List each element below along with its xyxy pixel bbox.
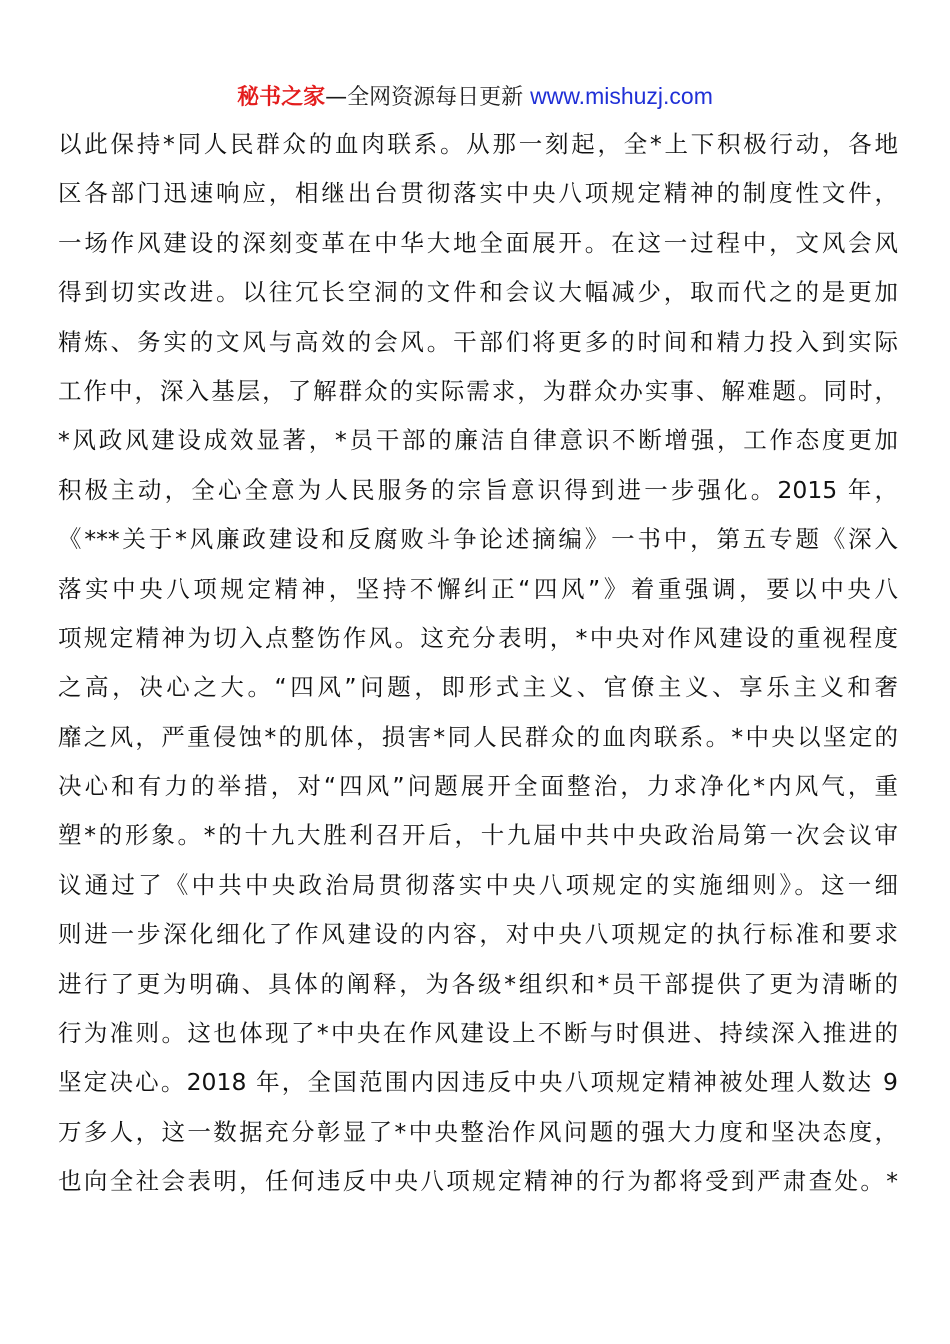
- header-tagline: —全网资源每日更新: [325, 85, 531, 110]
- text-line: 则进一步深化细化了作风建设的内容，对中央八项规定的执行标准和要求: [58, 920, 898, 949]
- text-line: 区各部门迅速响应，相继出台贯彻落实中央八项规定精神的制度性文件，: [58, 179, 898, 208]
- text-line: 塑*的形象。*的十九大胜利召开后，十九届中共中央政治局第一次会议审: [58, 821, 898, 850]
- text-line: 行为准则。这也体现了*中央在作风建设上不断与时俱进、持续深入推进的: [58, 1019, 898, 1048]
- text-line: 决心和有力的举措，对“四风”问题展开全面整治，力求净化*内风气，重: [58, 772, 898, 801]
- site-brand: 秘书之家: [237, 85, 326, 110]
- document-body: [58, 120, 898, 1207]
- text-line: 之高，决心之大。“四风”问题，即形式主义、官僚主义、享乐主义和奢: [58, 673, 898, 702]
- text-line: 落实中央八项规定精神，坚持不懈纠正“四风”》着重强调，要以中央八: [58, 574, 898, 603]
- text-line: 议通过了《中共中央政治局贯彻落实中央八项规定的实施细则》。这一细: [58, 870, 898, 899]
- text-line: 得到切实改进。以往冗长空洞的文件和会议大幅减少，取而代之的是更加: [58, 278, 898, 307]
- text-line: 也向全社会表明，任何违反中央八项规定精神的行为都将受到严肃查处。*: [58, 1167, 898, 1196]
- text-line: *风政风建设成效显著，*员干部的廉洁自律意识不断增强，工作态度更加: [58, 426, 898, 455]
- text-line: 积极主动，全心全意为人民服务的宗旨意识得到进一步强化。2015 年，: [58, 475, 898, 504]
- text-line: 项规定精神为切入点整饬作风。这充分表明，*中央对作风建设的重视程度: [58, 623, 898, 652]
- text-line: 靡之风，严重侵蚀*的肌体，损害*同人民群众的血肉联系。*中央以坚定的: [58, 722, 898, 751]
- text-line: 以此保持*同人民群众的血肉联系。从那一刻起，全*上下积极行动，各地: [58, 130, 898, 158]
- text-line: 工作中，深入基层，了解群众的实际需求，为群众办实事、解难题。同时，: [58, 376, 898, 405]
- text-line: 一场作风建设的深刻变革在中华大地全面展开。在这一过程中，文风会风: [58, 228, 898, 257]
- text-line: 坚定决心。2018 年，全国范围内因违反中央八项规定精神被处理人数达 9: [58, 1068, 898, 1097]
- text-line: 进行了更为明确、具体的阐释，为各级*组织和*员干部提供了更为清晰的: [58, 969, 898, 998]
- site-url-link[interactable]: www.mishuzj.com: [530, 83, 713, 109]
- text-line: 《***关于*风廉政建设和反腐败斗争论述摘编》一书中，第五专题《深入: [58, 525, 898, 554]
- site-header: [0, 80, 950, 114]
- text-line: 精炼、务实的文风与高效的会风。干部们将更多的时间和精力投入到实际: [58, 327, 898, 356]
- text-line: 万多人，这一数据充分彰显了*中央整治作风问题的强大力度和坚决态度，: [58, 1117, 898, 1146]
